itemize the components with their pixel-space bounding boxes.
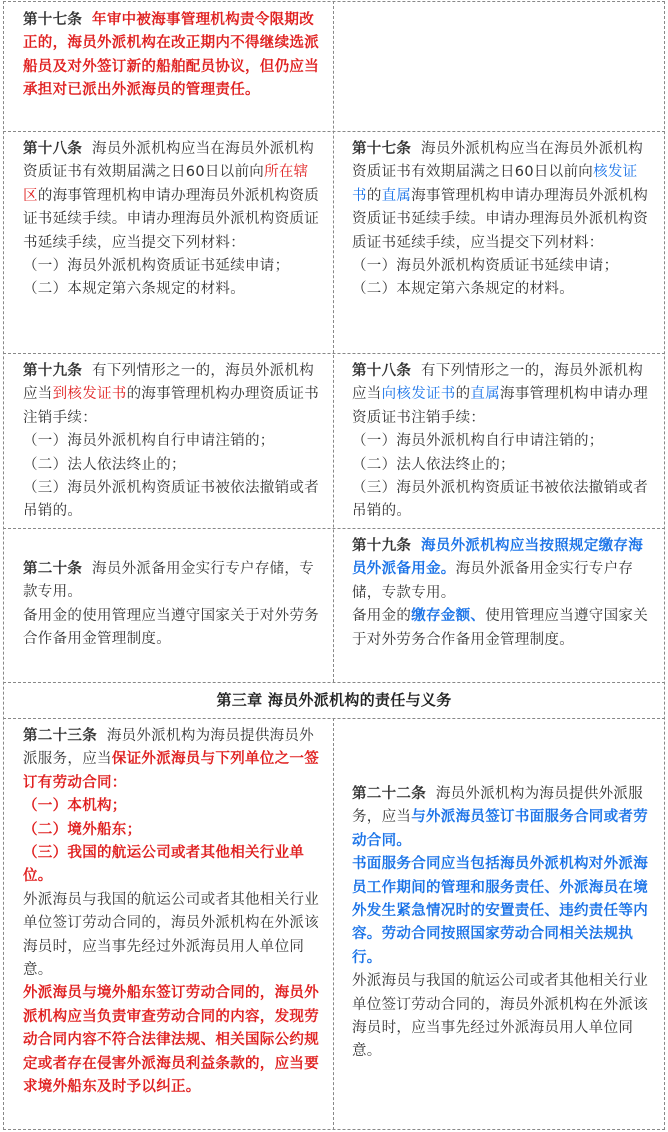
article-text: 海事管理机构申请办理资质证书注销手续： [352,386,649,426]
article-text: 海员外派机构为海员提供外派服务，应当 [352,786,644,826]
article-text: 海员外派机构为海员提供海员外派服务，应当 [23,728,315,768]
list-item: （一）海员外派机构资质证书延续申请； [23,258,290,275]
added-text: 所在辖区 [23,164,309,204]
added-text: 保证外派海员与下列单位之一签订有劳动合同： [23,751,320,791]
added-text: 到核发证书 [52,386,127,403]
list-item: （二）境外船东； [23,821,142,838]
list-item: （三）海员外派机构资质证书被依法撤销或者吊销的。 [352,480,648,520]
article-text: 外派海员与我国的航运公司或者其他相关行业单位签订劳动合同的，海员外派机构在外派该海员时，应当事先经过外派海员用人单位同意。 [23,891,319,979]
new-article-cell [334,725,665,1127]
article-text: 海员外派机构应当在海员外派机构资质证书有效期届满之日60日以前向 [352,141,644,181]
list-item: （一）海员外派机构自行申请注销的； [352,433,604,450]
row-divider [3,353,665,354]
old-article-cell [3,360,334,526]
added-text: 外派海员与境外船东签订劳动合同的，海员外派机构应当负责审查劳动合同的内容，发现劳动合同内容不符合法律法规、相关国际公约规定或者存在侵害外派海员利益条款的，应当要求境外船东及时予以纠正。 [23,985,319,1096]
list-item: （二）法人依法终止的； [352,456,515,473]
article-number: 第十八条 [23,141,83,157]
changed-text: 直属 [470,386,501,403]
list-item: （二）本规定第六条规定的材料。 [352,281,574,298]
article-text: 有下列情形之一的，海员外派机构应当 [23,363,315,403]
article-text: 的海事管理机构办理资质证书注销手续： [23,386,320,426]
row-divider [3,718,665,719]
changed-text: 与外派海员签订书面服务合同或者劳动合同。 [352,809,649,849]
list-item: （一）本机构； [23,798,127,815]
article-number: 第二十三条 [23,728,97,744]
article-text: 使用管理应当遵守国家关于对外劳务合作备用金管理制度。 [352,608,649,648]
article-number: 第十九条 [352,538,412,554]
chapter-heading: 第三章 海员外派机构的责任与义务 [216,691,452,709]
article-text: 的海事管理机构申请办理海员外派机构资质证书延续手续。申请办理海员外派机构资质证书延续手续，应当提交下列材料： [23,187,320,251]
list-item: （二）法人依法终止的； [23,456,186,473]
list-item: （一）海员外派机构自行申请注销的； [23,433,275,450]
list-item: （一）海员外派机构资质证书延续申请； [352,258,619,275]
article-text: 海员外派备用金实行专户存储，专款专用。 [23,561,315,601]
article-text: 海员外派备用金实行专户存储，专款专用。 [352,561,634,601]
article-text: 备用金的 [352,608,412,625]
old-article-cell [3,138,334,352]
article-number: 第二十条 [23,561,83,577]
row-divider [3,131,665,132]
article-text: 的 [455,386,471,403]
new-article-cell-empty [334,9,665,129]
list-item: （三）我国的航运公司或者其他相关行业单位。 [23,845,305,885]
list-item: （二）本规定第六条规定的材料。 [23,281,245,298]
changed-text: 缴存金额、 [411,608,486,625]
changed-text: 海员外派机构应当按照规定缴存海员外派备用金。 [352,538,644,578]
table-row [3,535,665,681]
article-number: 第十七条 [23,12,83,28]
changed-text: 直属 [381,187,412,204]
article-number: 第十八条 [352,363,412,379]
new-article-cell [334,360,665,526]
article-text: 有下列情形之一的，海员外派机构应当 [352,363,644,403]
table-row [3,360,665,526]
old-article-cell [3,725,334,1127]
table-row [3,9,665,129]
old-article-cell [3,535,334,681]
changed-text: 书面服务合同应当包括海员外派机构对外派海员工作期间的管理和服务责任、外派海员在境外发生紧急情况时的安置责任、违约责任等内容。劳动合同按照国家劳动合同相关法规执行。 [352,856,648,966]
article-number: 第十九条 [23,363,83,379]
article-number: 第十七条 [352,141,412,157]
article-text: 海员外派机构应当在海员外派机构资质证书有效期届满之日60日以前向 [23,141,315,181]
added-text: 年审中被海事管理机构责令限期改正的，海员外派机构在改正期内不得继续选派船员及对外签订新的船舶配员协议，但仍应当承担对已派出外派海员的管理责任。 [23,12,319,99]
article-text: 海事管理机构申请办理海员外派机构资质证书延续手续。申请办理海员外派机构资质证书延续手续，应当提交下列材料： [352,187,649,251]
list-item: （三）海员外派机构资质证书被依法撤销或者吊销的。 [23,480,319,520]
old-article-cell [3,9,334,129]
article-text: 的 [366,187,382,204]
article-text: 外派海员与我国的航运公司或者其他相关行业单位签订劳动合同的，海员外派机构在外派该海员时，应当事先经过外派海员用人单位同意。 [352,973,648,1060]
new-article-cell [334,535,665,681]
row-divider [3,528,665,529]
article-text: 备用金的使用管理应当遵守国家关于对外劳务合作备用金管理制度。 [23,607,319,648]
article-number: 第二十二条 [352,786,426,802]
table-row [3,725,665,1127]
table-row [3,138,665,352]
changed-text: 向核发证书 [381,386,456,403]
changed-text: 核发证书 [352,164,638,204]
new-article-cell [334,138,665,352]
